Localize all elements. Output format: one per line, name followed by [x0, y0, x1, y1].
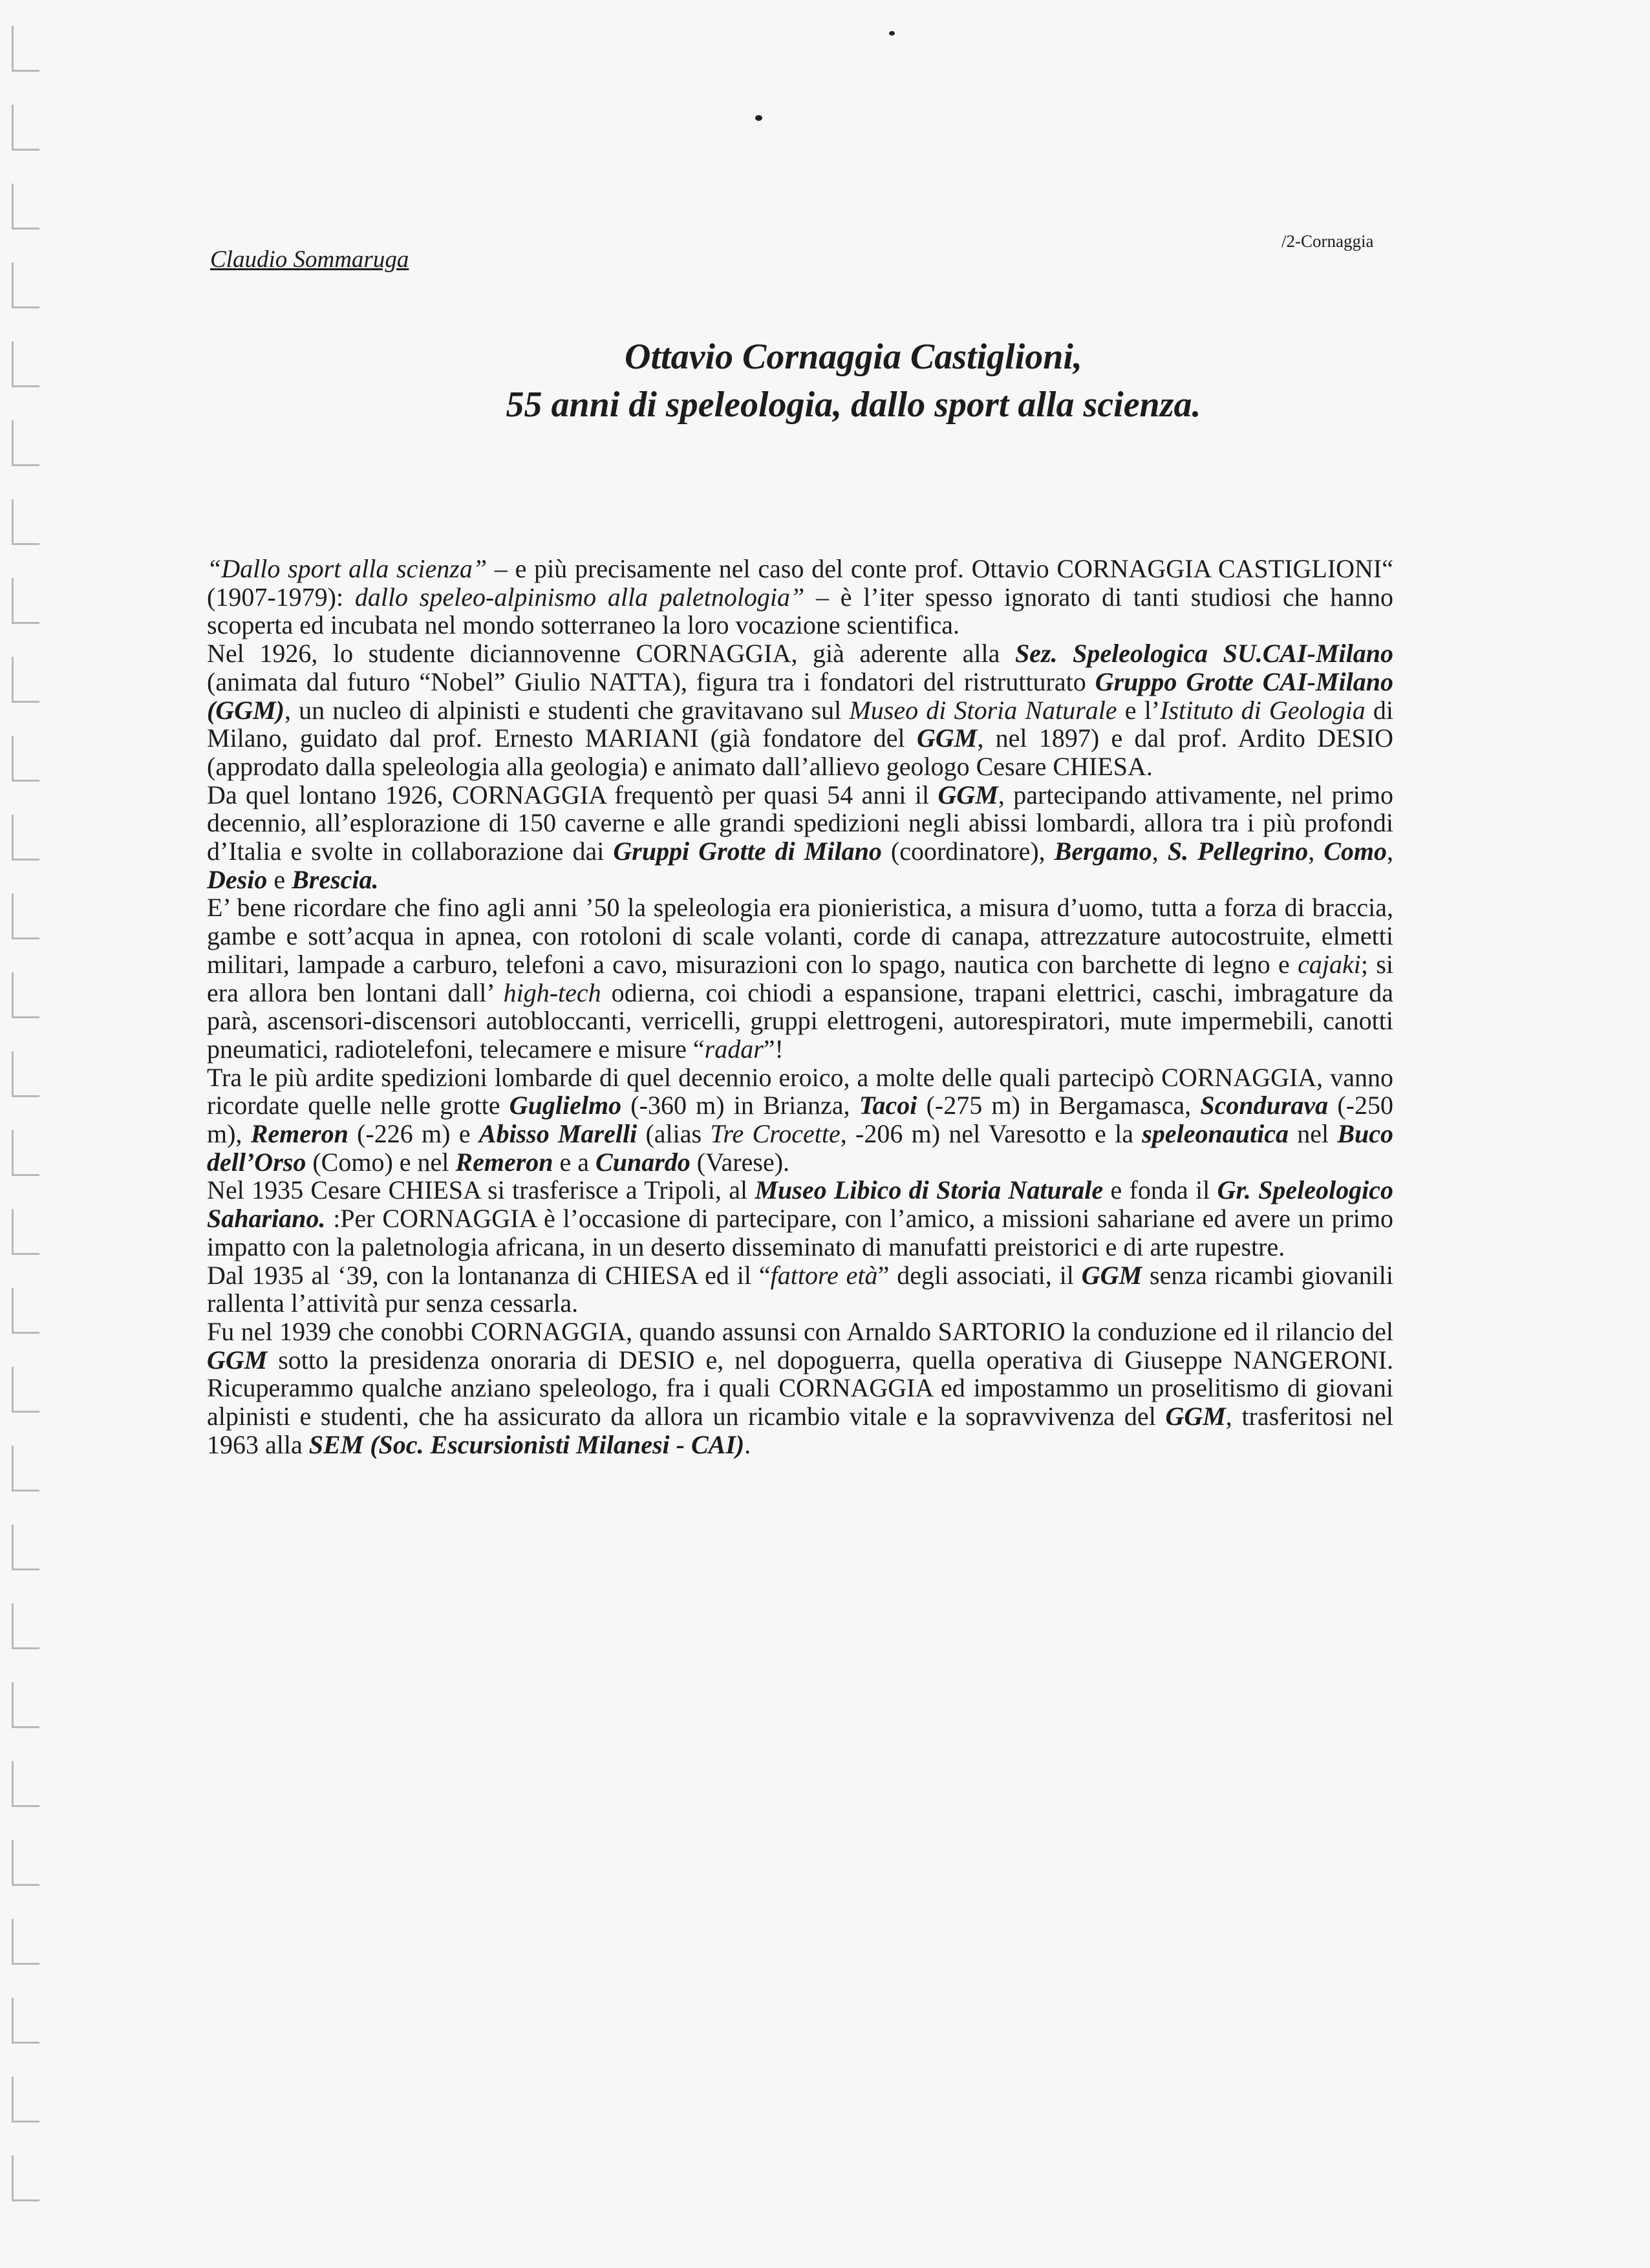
binding-hole: [12, 1130, 39, 1176]
text-run: :Per CORNAGGIA è l’occasione di partecipare, con l’amico, a missioni sahariane ed avere un primo impatto con la paletnologia africana, in un deserto disseminato di manufatti preistorici e di arte rupestre.: [207, 1204, 1393, 1261]
text-run: (Varese).: [690, 1147, 790, 1177]
text-run: , nel 1897) e dal prof. Ardito DESIO (approdato dalla speleologia alla geologia) e animato dall’allievo geologo Cesare CHIESA.: [207, 723, 1393, 781]
text-run: Tra le più ardite spedizioni lombarde di quel decennio eroico, a molte delle quali partecipò CORNAGGIA, vanno ricordate quelle nelle grotte: [207, 1062, 1393, 1120]
paragraph: [207, 1064, 1393, 1177]
text-run: Gr. Speleologico Sahariano.: [207, 1175, 1393, 1234]
ink-speck: [755, 115, 762, 121]
title-line-1: Ottavio Cornaggia Castiglioni,: [625, 337, 1082, 377]
text-run: Dal 1935 al ‘39, con la lontananza di CHIESA ed il “: [207, 1260, 771, 1290]
text-run: (Como) e nel: [306, 1147, 456, 1177]
binding-hole: [12, 1209, 39, 1255]
binding-hole: [12, 26, 39, 72]
paragraph: [207, 1261, 1393, 1318]
page-reference: /2-Cornaggia: [1281, 231, 1374, 251]
binding-hole: [12, 1919, 39, 1965]
text-run: (-275 m) in Bergamasca,: [917, 1091, 1201, 1120]
text-run: E’ bene ricordare che fino agli anni ’50 la speleologia era pionieristica, a misura d’uomo, tutta a forza di braccia, gambe e sott’acqua in apnea, con rotoloni di scale volanti, corde di canapa, attrezzature autocostruite, elmetti militari, lampade a carburo, telefoni a cavo, misurazioni con lo spago, nautica con barchette di legno e: [207, 893, 1393, 979]
text-run: dallo speleo-alpinismo alla paletnologia”: [354, 582, 805, 612]
text-run: Istituto di Geologia: [1160, 695, 1366, 725]
text-run: .: [744, 1429, 751, 1459]
text-run: ; si era allora ben lontani dall’: [207, 949, 1394, 1007]
text-run: Da quel lontano 1926, CORNAGGIA frequentò per quasi 54 anni il: [207, 780, 938, 809]
text-run: nel: [1288, 1119, 1338, 1149]
binding-hole: [12, 893, 39, 939]
text-run: e l’: [1117, 695, 1161, 725]
text-run: , un nucleo di alpinisti e studenti che gravitavano sul: [284, 695, 850, 725]
paragraph: [207, 893, 1393, 1063]
text-run: Buco dell’Orso: [207, 1119, 1394, 1177]
text-run: e a: [553, 1147, 596, 1177]
text-run: ,: [1308, 837, 1324, 866]
text-run: e fonda il: [1103, 1175, 1217, 1205]
text-run: , -206 m) nel Varesotto e la: [840, 1119, 1142, 1149]
binding-holes: [5, 26, 50, 2250]
text-run: Tacoi: [859, 1091, 917, 1120]
binding-hole: [12, 2077, 39, 2123]
document-title: [194, 333, 1513, 429]
title-line-2: 55 anni di speleologia, dallo sport alla scienza.: [506, 385, 1201, 425]
text-run: S. Pellegrino: [1167, 837, 1309, 866]
text-run: GGM: [938, 780, 998, 809]
text-run: ” degli associati, il: [877, 1260, 1082, 1290]
text-run: di Milano, guidato dal prof. Ernesto MARIANI (già fondatore del: [207, 695, 1394, 753]
binding-hole: [12, 972, 39, 1018]
text-run: – e più precisamente nel caso del conte prof. Ottavio CORNAGGIA CASTIGLIONI“ (1907-1979):: [207, 554, 1393, 612]
text-run: sotto la presidenza onoraria di DESIO e, nel dopoguerra, quella operativa di Giuseppe NANGERONI. Ricuperammo qualche anziano speleologo, fra i quali CORNAGGIA ed impostammo un proselitismo di giovani alpinisti e studenti, che ha assicurato da allora un ricambio vitale e la sopravvivenza del: [207, 1345, 1393, 1431]
text-run: speleonautica: [1142, 1119, 1289, 1149]
text-run: Guglielmo: [509, 1091, 622, 1120]
text-run: SEM (Soc. Escursionisti Milanesi - CAI): [308, 1429, 745, 1459]
text-run: ,: [1152, 837, 1168, 866]
paragraph: [207, 1318, 1393, 1459]
binding-hole: [12, 1367, 39, 1413]
article-body: [207, 555, 1393, 1459]
text-run: Sez. Speleologica SU.CAI-Milano: [1014, 639, 1393, 669]
paragraph: [207, 639, 1393, 781]
ink-speck: [889, 31, 895, 36]
text-run: fattore età: [770, 1260, 878, 1290]
text-run: GGM: [1165, 1402, 1226, 1431]
binding-hole: [12, 1682, 39, 1728]
text-run: (alias: [637, 1119, 711, 1149]
paragraph: [207, 555, 1393, 639]
text-run: GGM: [1081, 1260, 1142, 1290]
text-run: (-226 m) e: [348, 1119, 479, 1149]
author-name: Claudio Sommaruga: [210, 246, 409, 273]
binding-hole: [12, 1840, 39, 1886]
binding-hole: [12, 184, 39, 230]
text-run: high-tech: [503, 978, 601, 1007]
binding-hole: [12, 815, 39, 861]
text-run: (-250 m),: [207, 1091, 1394, 1149]
binding-hole: [12, 1051, 39, 1097]
binding-hole: [12, 341, 39, 387]
binding-hole: [12, 1603, 39, 1649]
text-run: e: [267, 864, 292, 894]
binding-hole: [12, 105, 39, 151]
text-run: radar: [704, 1034, 764, 1064]
binding-hole: [12, 262, 39, 308]
binding-hole: [12, 2156, 39, 2201]
binding-hole: [12, 736, 39, 782]
text-run: Bergamo: [1054, 837, 1152, 866]
text-run: Museo di Storia Naturale: [849, 695, 1117, 725]
text-run: Museo Libico di Storia Naturale: [755, 1175, 1104, 1205]
text-run: Como: [1323, 837, 1388, 866]
text-run: Nel 1926, lo studente diciannovenne CORNAGGIA, già aderente alla: [207, 639, 1015, 669]
text-run: (coordinatore),: [881, 837, 1055, 866]
text-run: – è l’iter spesso ignorato di tanti studiosi che hanno scoperta ed incubata nel mondo sotterraneo la loro vocazione scientifica.: [207, 582, 1393, 640]
text-run: GGM: [916, 723, 978, 753]
text-run: Fu nel 1939 che conobbi CORNAGGIA, quando assunsi con Arnaldo SARTORIO la conduzione ed il rilancio del: [207, 1316, 1393, 1346]
text-run: “Dallo sport alla scienza”: [207, 554, 488, 583]
text-run: Scondurava: [1200, 1091, 1329, 1120]
text-run: Gruppo Grotte CAI-Milano (GGM): [207, 667, 1394, 725]
text-run: cajaki: [1298, 949, 1361, 979]
binding-hole: [12, 420, 39, 466]
text-run: odierna, coi chiodi a espansione, trapani elettrici, caschi, imbragature da parà, ascensori-discensori autobloccanti, verricelli, gruppi elettrogeni, autorespiratori, mute impermebili, canotti pneumatici, radiotelefoni, telecamere e misure “: [207, 978, 1393, 1064]
text-run: ,: [1387, 837, 1394, 866]
text-run: GGM: [207, 1345, 268, 1375]
text-run: Brescia.: [292, 864, 379, 894]
binding-hole: [12, 578, 39, 624]
paragraph: [207, 781, 1393, 894]
binding-hole: [12, 1524, 39, 1570]
binding-hole: [12, 1288, 39, 1334]
text-run: Tre Crocette: [710, 1119, 841, 1149]
text-run: , trasferitosi nel 1963 alla: [207, 1402, 1393, 1459]
paragraph: [207, 1176, 1393, 1261]
text-run: Gruppi Grotte di Milano: [613, 837, 882, 866]
text-run: , partecipando attivamente, nel primo decennio, all’esplorazione di 150 caverne e alle grandi spedizioni negli abissi lombardi, allora tra i più profondi d’Italia e svolte in collaborazione dai: [207, 780, 1393, 866]
text-run: Abisso Marelli: [478, 1119, 638, 1149]
text-run: Remeron: [455, 1147, 553, 1177]
text-run: (animata dal futuro “Nobel” Giulio NATTA), figura tra i fondatori del ristrutturato: [207, 667, 1095, 696]
binding-hole: [12, 1761, 39, 1807]
text-run: Remeron: [250, 1119, 348, 1149]
text-run: senza ricambi giovanili rallenta l’attività pur senza cessarla.: [207, 1260, 1393, 1318]
text-run: (-360 m) in Brianza,: [621, 1091, 859, 1120]
binding-hole: [12, 1446, 39, 1492]
text-run: Nel 1935 Cesare CHIESA si trasferisce a Tripoli, al: [207, 1175, 755, 1205]
text-run: Cunardo: [595, 1147, 691, 1177]
binding-hole: [12, 1998, 39, 2044]
binding-hole: [12, 499, 39, 545]
text-run: Desio: [207, 864, 268, 894]
binding-hole: [12, 657, 39, 703]
text-run: ”!: [763, 1034, 784, 1064]
